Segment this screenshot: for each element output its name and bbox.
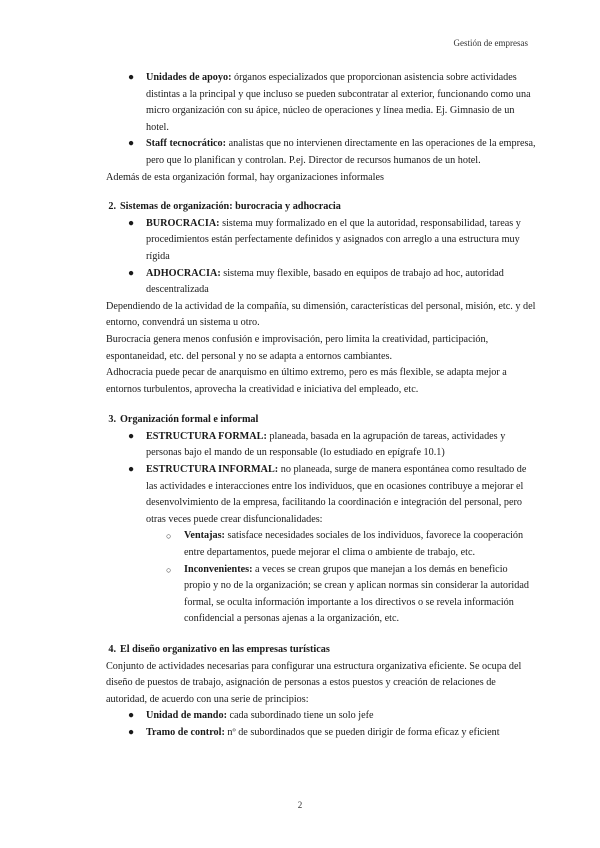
term: ESTRUCTURA INFORMAL:: [146, 464, 279, 476]
term: Inconvenientes:: [184, 563, 253, 575]
document-body: [106, 70, 536, 742]
list-item: [106, 462, 536, 528]
list-item: [106, 266, 536, 299]
definition: nº de subordinados que se pueden dirigir de forma eficaz y eficient: [224, 726, 500, 738]
definition: cada subordinado tiene un solo jefe: [226, 710, 374, 722]
section-heading: [106, 199, 536, 216]
term: ESTRUCTURA FORMAL:: [146, 430, 267, 442]
section-heading: [106, 412, 536, 429]
paragraph: Adhocracia puede pecar de anarquismo en último extremo, pero es más flexible, se adapta mejor a entornos turbulentos, aprovecha la creatividad e iniciativa del empleado, etc.: [106, 367, 507, 395]
definition: analistas que no intervienen directamente en las operaciones de la empresa, pero que lo planifican y controlan. P.ej. Director de recursos humanos de un hotel.: [146, 138, 536, 166]
definition: no planeada, surge de manera espontánea como resultado de las actividades e interacciones entre los individuos, que en ocasiones contribuye a mejorar el desenvolvimiento de la empresa, facilitando la coordinación e integración del personal, pero otras veces puede crear disfuncionalidades:: [146, 464, 527, 525]
page-number: 2: [297, 800, 303, 810]
section-title: El diseño organizativo en las empresas turísticas: [120, 644, 330, 655]
term: Tramo de control:: [146, 726, 225, 738]
bullet-icon: ●: [128, 267, 135, 279]
section-number: 4.: [108, 644, 116, 655]
sub-list-item: [106, 562, 536, 628]
term: BUROCRACIA:: [146, 217, 220, 229]
definition: órganos especializados que proporcionan asistencia sobre actividades distintas a la principal y que incluso se pueden subcontratar al exterior, funcionando como una micro organización con su ápice, núcleo de operaciones y línea media. Ej. Gimnasio de un hotel.: [146, 72, 531, 133]
definition: sistema muy flexible, basado en equipos de trabajo ad hoc, autoridad descentralizada: [146, 267, 504, 296]
definition: sistema muy formalizado en el que la autoridad, responsabilidad, tareas y procedimientos están perfectamente definidos y asignados con arreglo a una estructura muy rígida: [146, 217, 521, 262]
term: ADHOCRACIA:: [146, 267, 221, 279]
section-title: Organización formal e informal: [120, 414, 259, 426]
bullet-icon: ●: [128, 464, 135, 476]
paragraph: Burocracia genera menos confusión e improvisación, pero limita la creatividad, participación, espontaneidad, etc. del personal y no se adapta a entornos cambiantes.: [106, 333, 489, 362]
definition: planeada, basada en la agrupación de tareas, actividades y personas bajo el mando de un responsable (lo estudiado en epígrafe 10.1): [146, 430, 506, 459]
bullet-icon: ●: [128, 726, 135, 738]
section-title: Sistemas de organización: burocracia y adhocracia: [120, 201, 341, 213]
bullet-icon: ●: [128, 138, 135, 150]
paragraph: Además de esta organización formal, hay organizaciones informales: [106, 171, 384, 183]
bullet-icon: ●: [128, 217, 135, 229]
list-item: [106, 725, 536, 742]
section-number: 2.: [108, 201, 116, 213]
term: Ventajas:: [184, 530, 225, 542]
term: Staff tecnocrático:: [146, 138, 227, 150]
paragraph: Conjunto de actividades necesarias para configurar una estructura organizativa eficiente. Se ocupa del diseño de puestos de trabajo, asignación de personas a estos puestos y creación de relaciones de autoridad, de acuerdo con una serie de principios:: [106, 660, 522, 705]
list-item: [106, 70, 536, 136]
sub-list-item: [106, 528, 536, 561]
page-header: Gestión de empresas: [453, 38, 528, 48]
paragraph: Dependiendo de la actividad de la compañía, su dimensión, características del personal, misión, etc. y del entorno, convendrá un sistema u otro.: [106, 300, 536, 329]
list-item: [106, 429, 536, 462]
section-number: 3.: [108, 414, 116, 426]
term: Unidades de apoyo:: [146, 72, 232, 83]
circle-bullet-icon: ○: [166, 564, 172, 575]
definition: satisface necesidades sociales de los individuos, favorece la cooperación entre departamentos, puede mejorar el clima o ambiente de trabajo, etc.: [184, 530, 524, 559]
circle-bullet-icon: ○: [166, 531, 172, 542]
list-item: [106, 216, 536, 266]
term: Unidad de mando:: [146, 710, 227, 722]
list-item: [106, 708, 536, 725]
list-item: [106, 136, 536, 169]
section-heading: [106, 642, 536, 659]
bullet-icon: ●: [128, 72, 135, 83]
definition: a veces se crean grupos que manejan a los demás en beneficio propio y no de la organización; se crean y aplican normas sin considerar la autoridad formal, se oculta información importante a los directivos o se revela información confidencial a personas ajenas a la organización, etc.: [184, 563, 529, 625]
bullet-icon: ●: [128, 710, 135, 722]
bullet-icon: ●: [128, 430, 135, 442]
